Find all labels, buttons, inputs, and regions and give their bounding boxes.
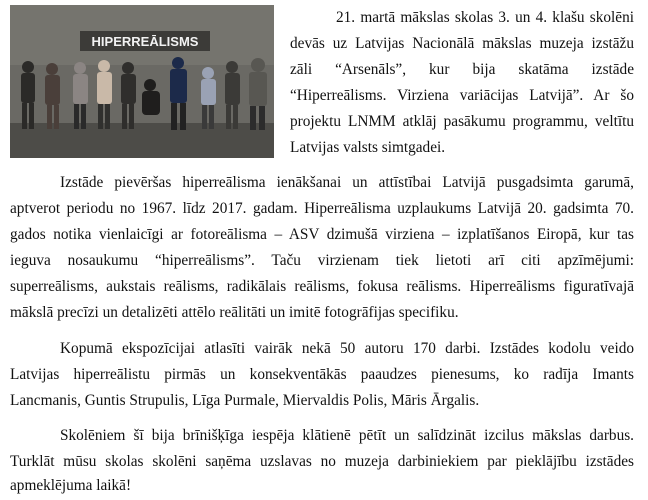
text-line: aptverot periodu no 1967. līdz 2017. gadam. Hiperreālisma uzplaukums Latvijā 20. gadsimta 70. [10,200,634,217]
text-line: 21. martā mākslas skolas 3. un 4. klašu skolēni [336,9,634,26]
exhibition-sign-text: HIPERREĀLISMS [91,34,199,49]
text-line: devās uz Latvijas Nacionālā mākslas muzeja izstāžu [290,35,634,52]
text-line: Izstāde pievēršas hiperreālisma ienākšanai un attīstībai Latvijā pusgadsimta garumā, [60,174,634,191]
text-line: Latvijas hiperreālistu pirmās un konsekventākās paaudzes pienesums, ko radīja Imants [10,366,634,383]
text-line: Latvijas valsts simtgadei. [290,139,446,156]
group-photo [10,5,274,158]
text-line: “Hiperreālisms. Virziena variācijas Latvijā”. Ar šo [290,87,634,104]
text-line: Lancmanis, Guntis Strupulis, Līga Purmale, Miervaldis Polis, Māris Ārgalis. [10,392,480,409]
text-line: projektu LNMM atklāj pasākumu programmu, veltītu [290,113,634,130]
text-line: apmeklējuma laikā! [10,477,132,494]
text-line: zāli “Arsenāls”, kur bija skatāma izstāde [290,61,634,78]
text-line: Kopumā ekspozīcijai atlasīti vairāk nekā 50 autoru 170 darbi. Izstādes kodolu veido [60,340,634,357]
text-line: superreālisms, aukstais reālisms, radikālais reālisms, fokusa reālisms. Hiperreālisms figuratīvajā [10,278,634,295]
text-line: ieguva nosaukumu “hiperreālisms”. Taču virzienam tiek lietoti arī citi apzīmējumi: [10,252,634,269]
text-line: mākslā precīzi un detalizēti attēlo reālitāti un imitē fotogrāfijas specifiku. [10,304,459,321]
text-line: Turklāt mūsu skolas skolēni saņēma uzslavas no muzeja darbiniekiem par pieklājību izstādes [10,453,634,470]
text-line: gados notika vienlaicīgi ar fotoreālisma – ASV dzimušā virziena – izplatīšanos Eiropā, kur tas [10,226,634,243]
group-photo-illustration [10,5,274,158]
text-line: Skolēniem šī bija brīnišķīga iespēja klātienē pētīt un salīdzināt izcilus mākslas darbus. [60,427,634,444]
